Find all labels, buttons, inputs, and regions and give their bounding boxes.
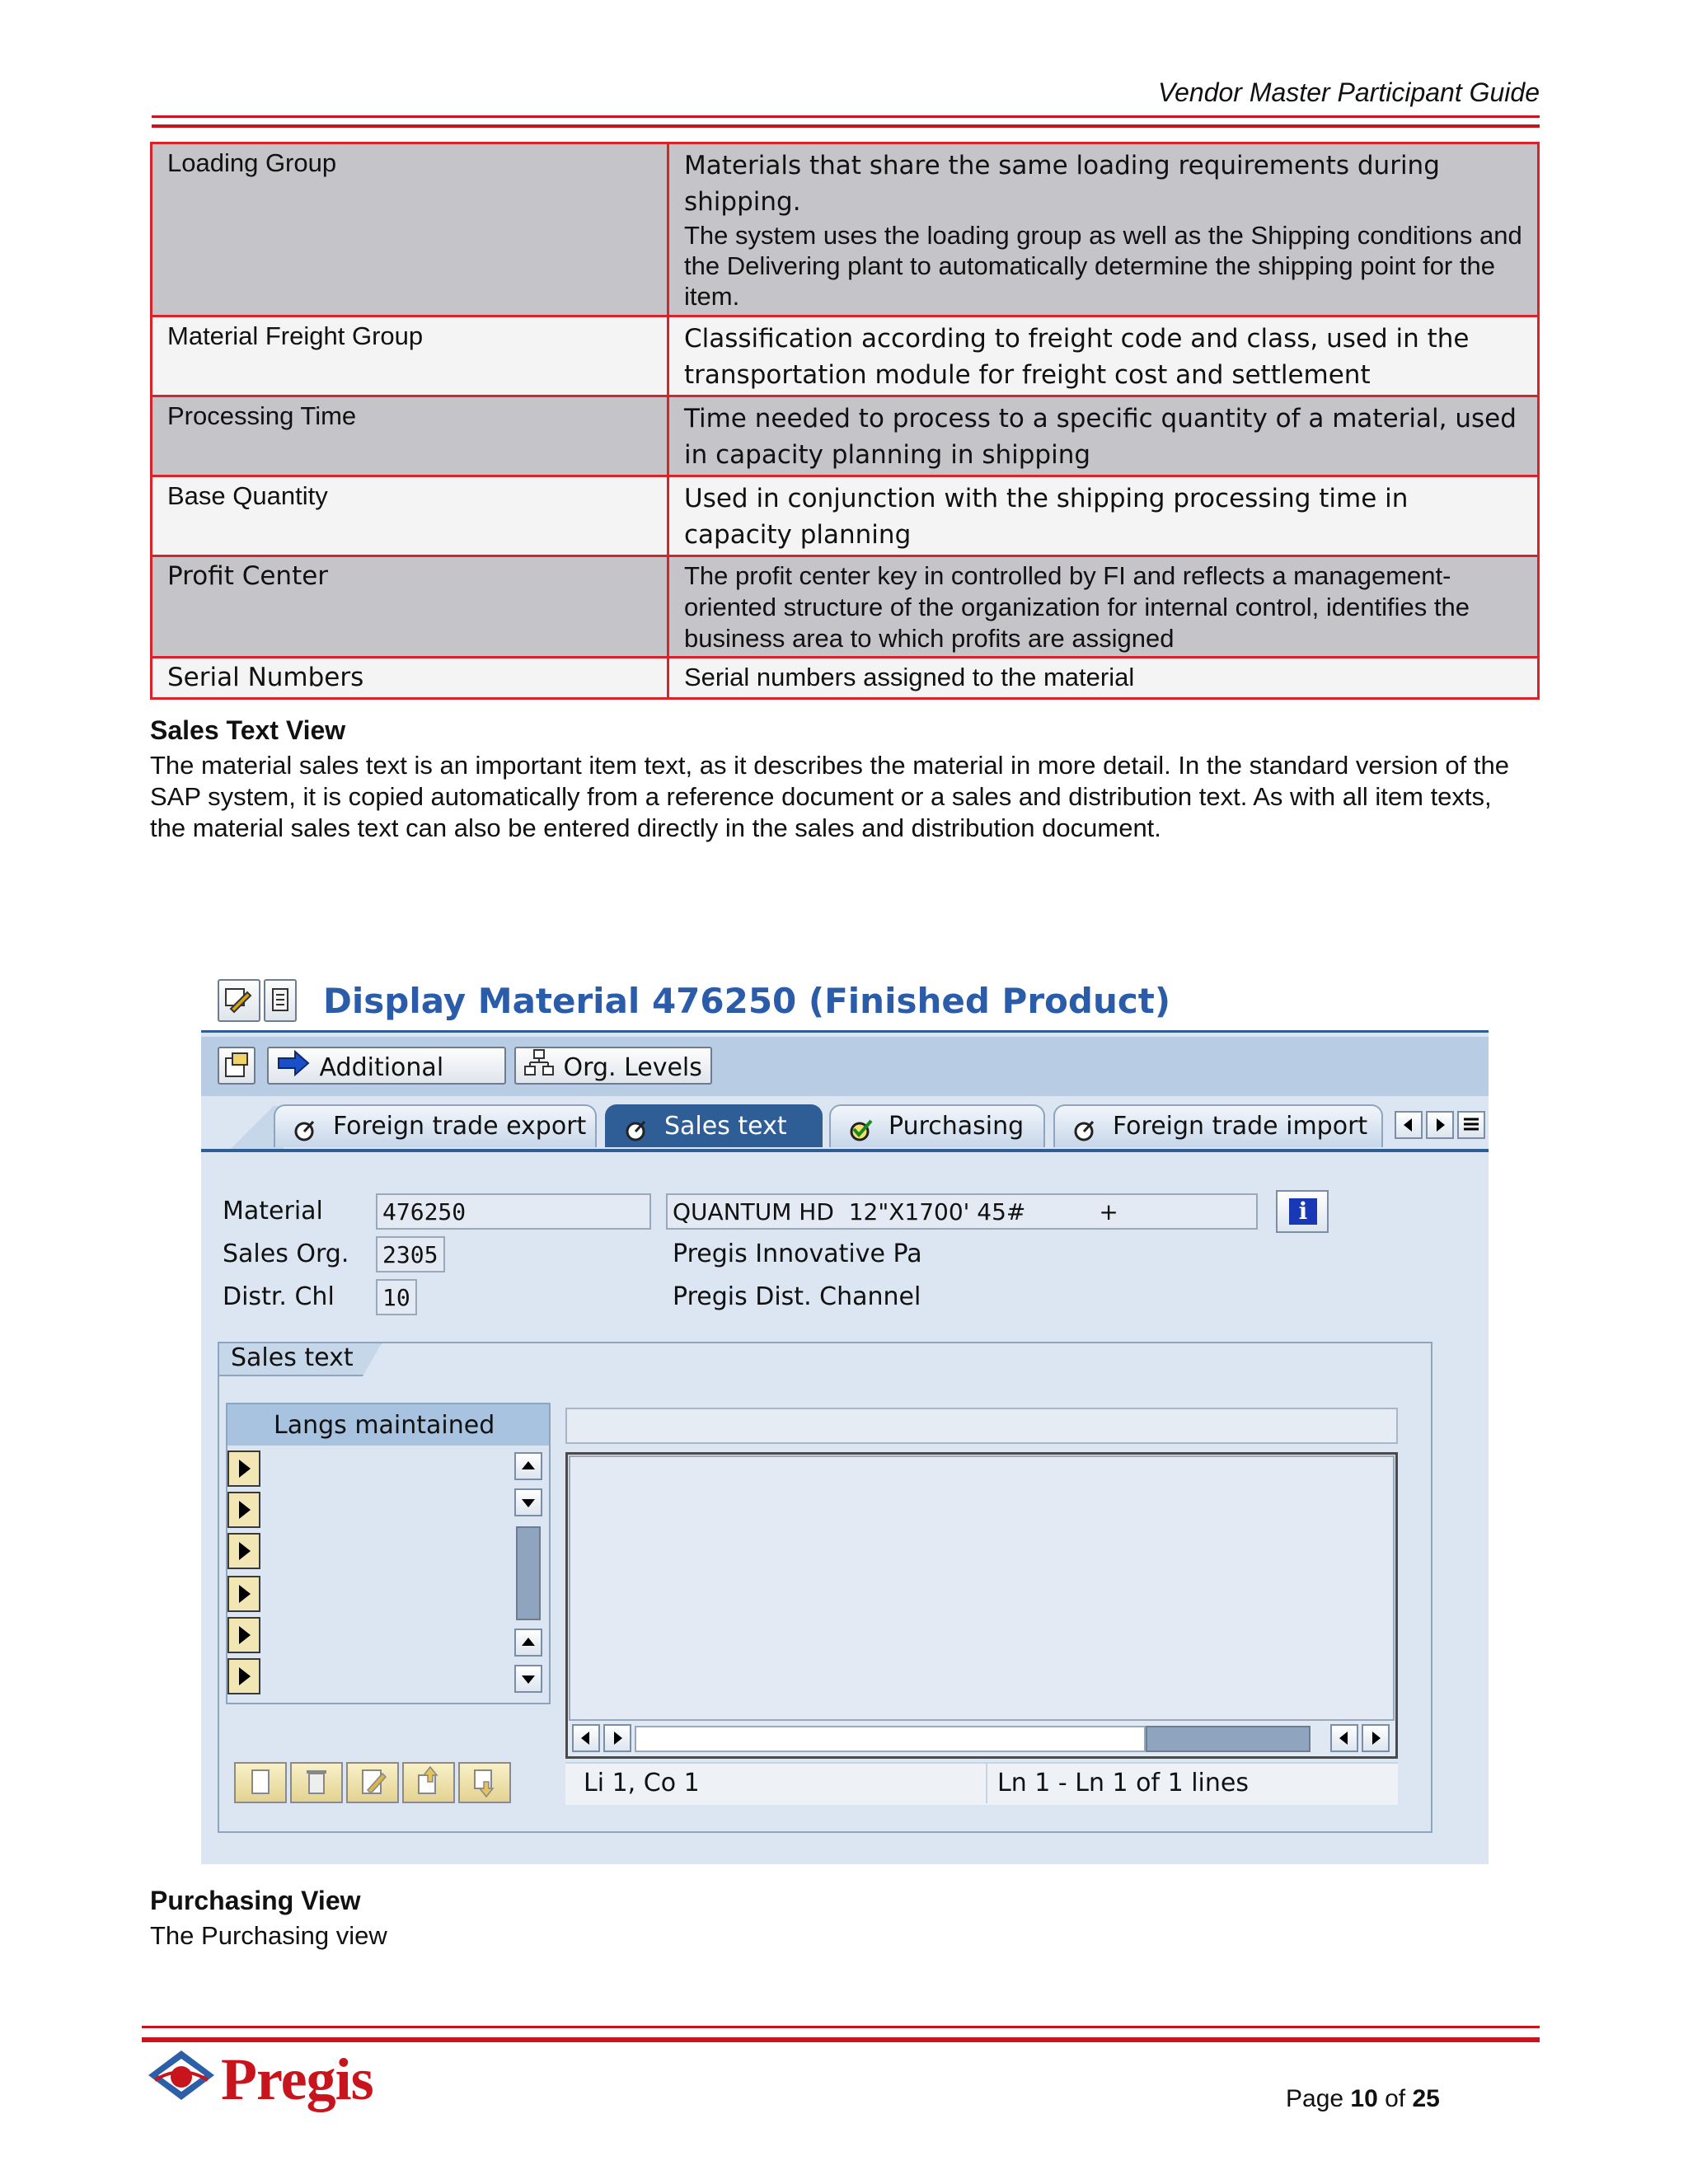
scroll-right-icon[interactable] (603, 1724, 631, 1752)
pregis-logo: Pregis (221, 2046, 373, 2112)
desc-cell: Used in conjunction with the shipping processing time in capacity planning (668, 476, 1539, 556)
desc-text: Materials that share the same loading requirements during shipping. (684, 151, 1440, 217)
tab-underline (201, 1149, 1489, 1152)
distr-chl-field[interactable]: 10 (376, 1279, 417, 1315)
sap-title-bar (201, 972, 1489, 1032)
horizontal-scroll-track[interactable] (635, 1726, 1146, 1752)
scroll-left-icon[interactable] (572, 1724, 600, 1752)
tab-status-icon (293, 1114, 318, 1139)
pregis-logo-icon (147, 2047, 216, 2109)
scroll-down-icon[interactable] (514, 1488, 542, 1516)
material-label: Material (223, 1197, 323, 1226)
material-field[interactable]: 476250 (376, 1193, 651, 1230)
term-cell: Profit Center (152, 556, 668, 658)
desc-text: The system uses the loading group as well as the Shipping conditions and the Delivering plant to automatically determine the shipping point for the item. (684, 221, 1522, 311)
page-total: 25 (1412, 2085, 1440, 2112)
delete-icon[interactable] (290, 1762, 343, 1803)
section-body-sales-text: The material sales text is an important item text, as it describes the material in more detail. In the standard version of the SAP system, it is copied automatically from a reference document or a sales and distribution text. As with all item texts, the material sales text can also be entered directly in the sales and distribution document. (150, 751, 1509, 842)
horizontal-scroll-thumb[interactable] (1146, 1726, 1311, 1752)
desc-cell: Time needed to process to a specific quantity of a material, used in capacity planning in shipping (668, 396, 1539, 476)
term-cell: Base Quantity (152, 476, 668, 556)
langs-header-label: Langs maintained (274, 1411, 495, 1440)
row-select-icon[interactable] (227, 1492, 260, 1528)
sap-screenshot (201, 972, 1489, 1864)
material-description-field[interactable]: QUANTUM HD 12"X1700' 45# + (666, 1193, 1258, 1230)
desc-cell (668, 143, 1539, 316)
other-material-icon[interactable] (264, 979, 297, 1022)
edit-icon[interactable] (346, 1762, 399, 1803)
sap-application-toolbar (201, 1037, 1489, 1096)
info-icon: i (1289, 1198, 1317, 1225)
sap-tabstrip (201, 1096, 1489, 1152)
additional-data-button[interactable] (267, 1047, 506, 1085)
display-change-icon[interactable] (218, 979, 260, 1022)
desc-cell: Classification according to freight code and class, used in the transportation module for freight cost and settlement (668, 316, 1539, 396)
tab-foreign-trade-import[interactable] (1053, 1104, 1383, 1147)
line-count: Ln 1 - Ln 1 of 1 lines (997, 1769, 1249, 1797)
tab-status-icon (1073, 1114, 1098, 1139)
tab-label: Purchasing (889, 1112, 1025, 1141)
scrollbar-thumb[interactable] (516, 1526, 541, 1620)
scroll-right-icon[interactable] (1362, 1724, 1390, 1752)
tab-label: Foreign trade export (333, 1112, 587, 1141)
tab-label: Foreign trade import (1113, 1112, 1368, 1141)
section-heading-sales-text: Sales Text View (150, 715, 346, 745)
row-select-icon[interactable] (227, 1617, 260, 1653)
text-editor-inner (569, 1455, 1395, 1721)
term-cell: Serial Numbers (152, 658, 668, 699)
sap-screen-title: Display Material 476250 (Finished Product) (323, 981, 1171, 1021)
tab-scroll-left-icon[interactable] (1395, 1111, 1423, 1139)
text-editor-toolbar (565, 1408, 1398, 1444)
scroll-up-icon[interactable] (514, 1452, 542, 1480)
footer-rule (142, 2037, 1540, 2042)
definitions-table (150, 142, 1540, 700)
tab-scroll-right-icon[interactable] (1426, 1111, 1454, 1139)
footer-rule (142, 2026, 1540, 2028)
header-rule (152, 115, 1540, 118)
row-select-icon[interactable] (227, 1576, 260, 1612)
section-body-purchasing: The Purchasing view (150, 1921, 387, 1950)
upload-icon[interactable] (402, 1762, 455, 1803)
desc-cell: Serial numbers assigned to the material (668, 658, 1539, 699)
page-current: 10 (1350, 2085, 1378, 2112)
page-prefix: Page (1286, 2085, 1351, 2112)
group-title: Sales text (231, 1343, 354, 1372)
langs-list (226, 1403, 551, 1704)
info-button[interactable] (1276, 1190, 1329, 1233)
tab-purchasing[interactable] (829, 1104, 1045, 1147)
sales-org-description: Pregis Innovative Pa (673, 1240, 922, 1268)
scroll-down-icon[interactable] (514, 1665, 542, 1693)
title-underline (201, 1030, 1489, 1033)
scroll-up-icon[interactable] (514, 1629, 542, 1657)
tab-label: Sales text (664, 1112, 787, 1141)
tab-sales-text[interactable] (605, 1104, 823, 1147)
sales-org-label: Sales Org. (223, 1240, 349, 1268)
term-cell: Processing Time (152, 396, 668, 476)
desc-cell: The profit center key in controlled by FI and reflects a management-oriented structure of the organization for internal control, identifies the business area to which profits are assigned (668, 556, 1539, 658)
page-number (1286, 2085, 1440, 2113)
scroll-left-icon[interactable] (1330, 1724, 1358, 1752)
status-divider (986, 1764, 987, 1803)
tab-status-icon (625, 1114, 649, 1139)
term-cell: Material Freight Group (152, 316, 668, 396)
row-select-icon[interactable] (227, 1451, 260, 1487)
org-levels-label: Org. Levels (563, 1053, 702, 1082)
tab-check-icon (849, 1114, 874, 1139)
row-select-icon[interactable] (227, 1658, 260, 1694)
cursor-position: Li 1, Co 1 (584, 1769, 700, 1797)
download-icon[interactable] (458, 1762, 511, 1803)
tab-foreign-trade-export[interactable] (274, 1104, 597, 1147)
tab-list-icon[interactable] (1457, 1111, 1485, 1139)
section-heading-purchasing: Purchasing View (150, 1886, 361, 1915)
row-select-icon[interactable] (227, 1533, 260, 1569)
data-views-icon[interactable] (218, 1047, 256, 1085)
page-of: of (1377, 2085, 1413, 2112)
distr-chl-description: Pregis Dist. Channel (673, 1282, 921, 1311)
create-icon[interactable] (234, 1762, 287, 1803)
sales-org-field[interactable]: 2305 (376, 1236, 445, 1272)
org-levels-button[interactable] (514, 1047, 712, 1085)
header-rule (152, 124, 1540, 128)
additional-data-label: Additional (319, 1053, 444, 1082)
document-header-title: Vendor Master Participant Guide (1157, 77, 1540, 107)
org-hierarchy-icon (523, 1048, 556, 1089)
arrow-right-icon (275, 1048, 312, 1089)
distr-chl-label: Distr. Chl (223, 1282, 335, 1311)
term-cell: Loading Group (152, 143, 668, 316)
